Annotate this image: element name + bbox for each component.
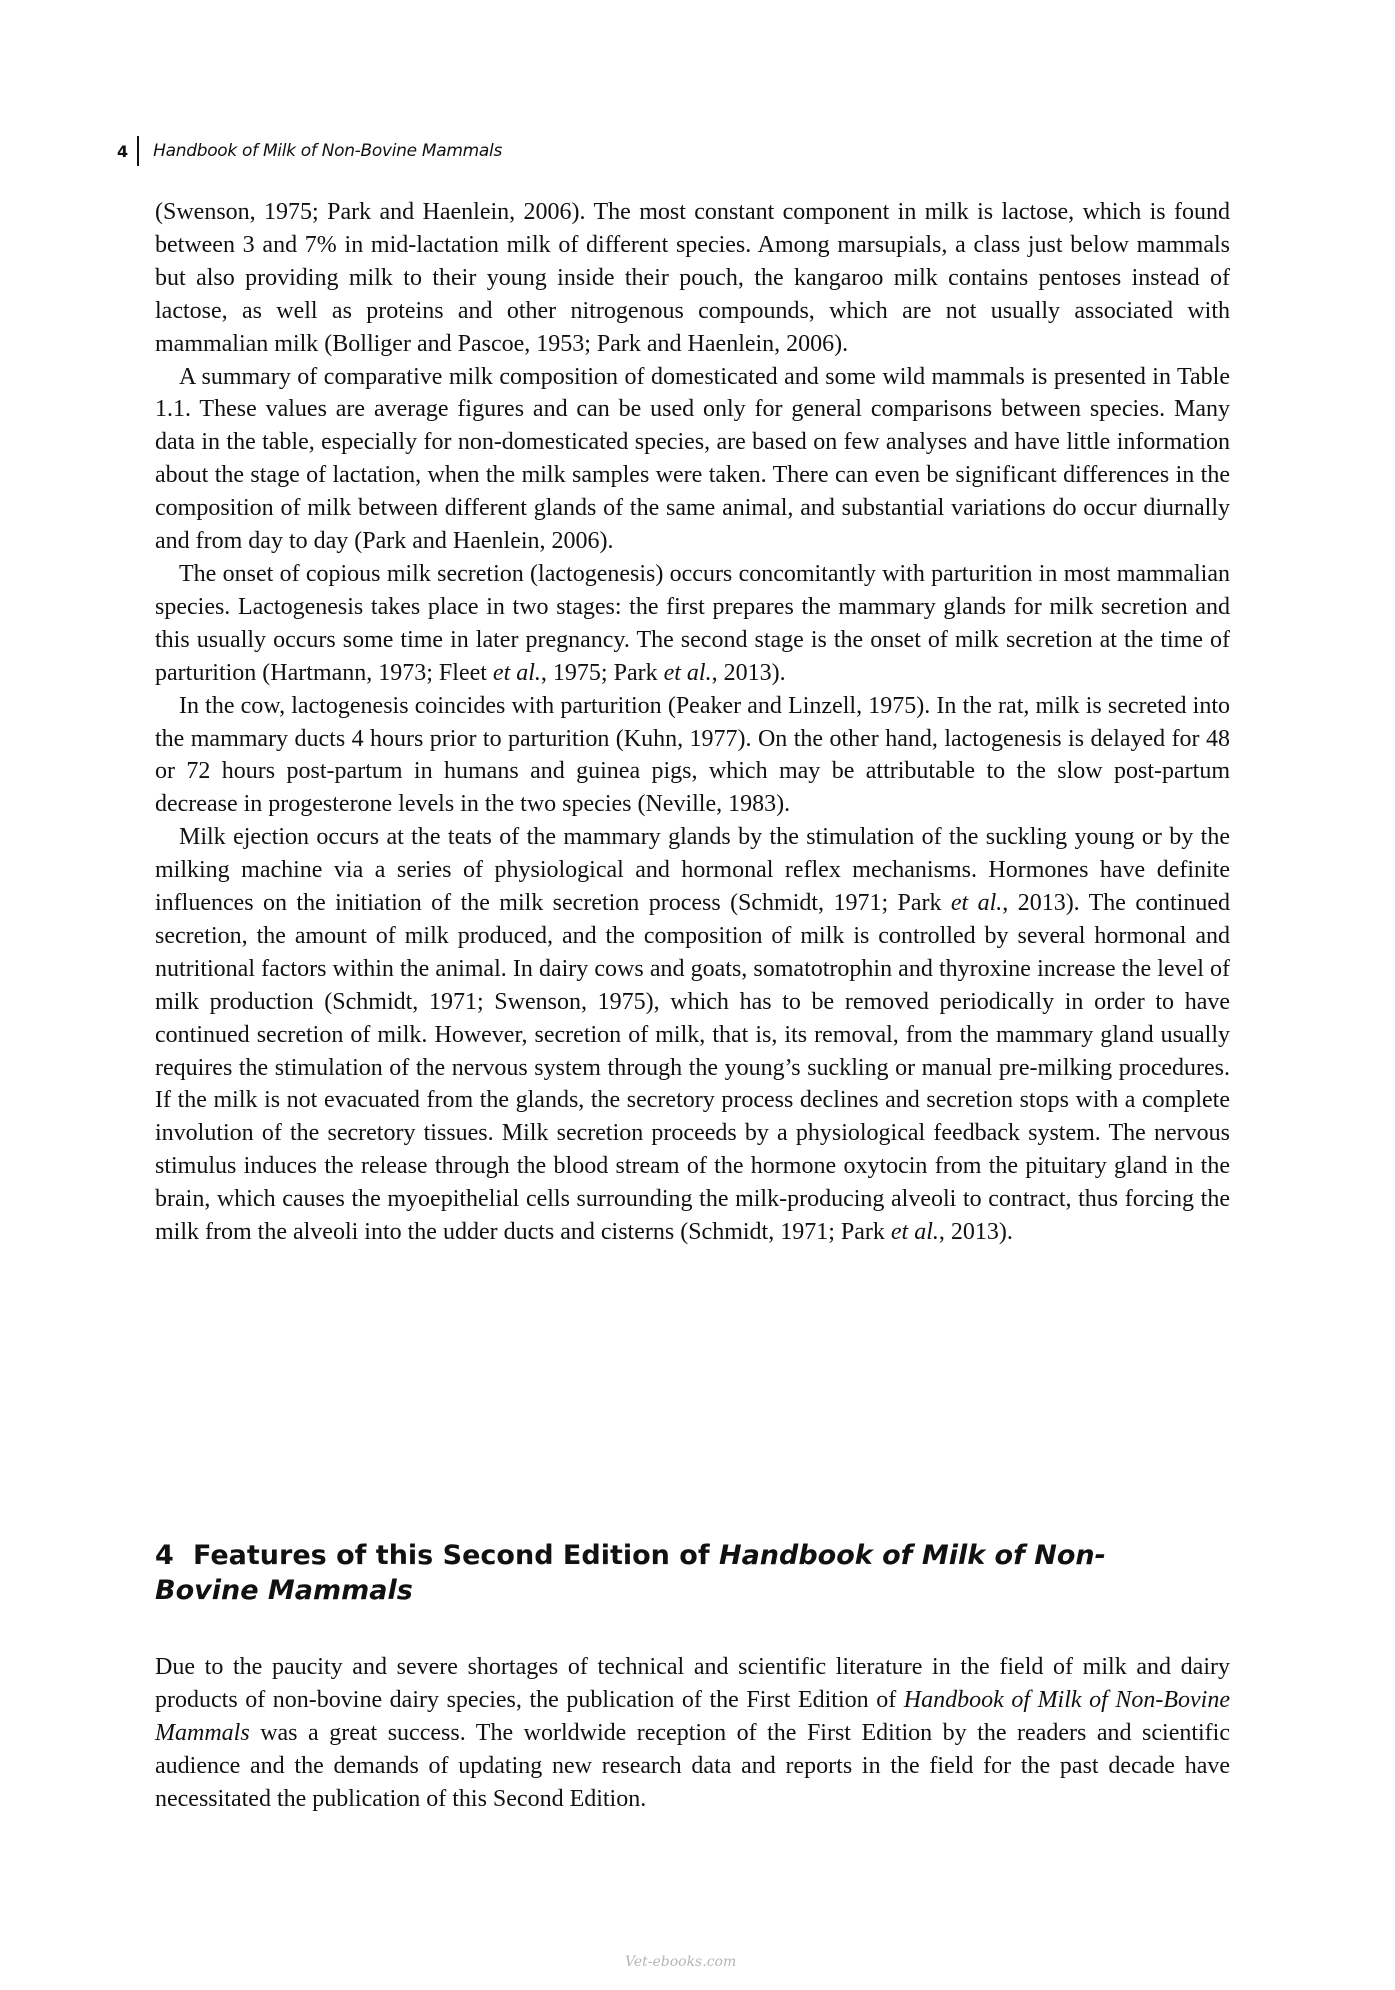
watermark-logo: [625, 1950, 770, 1972]
italic-segment: et al.: [950, 890, 1003, 917]
paragraph-4: [155, 690, 1230, 822]
italic-segment: et al.: [890, 1219, 939, 1246]
text-segment: was a great success. The worldwide reception of the First Edition by the readers and scientific audience and the demands of updating new research data and reports in the field for the past decade have necessitated the publication of this Second Edition.: [155, 1719, 1230, 1812]
body-text: [155, 196, 1230, 1249]
section-title: Features of this Second Edition of: [193, 1540, 719, 1571]
paragraph-1: [155, 196, 1230, 361]
running-head-title: Handbook of Milk of Non-Bovine Mammals: [153, 141, 503, 161]
section-paragraph: [155, 1651, 1230, 1816]
text-segment: , 2013).: [938, 1219, 1013, 1246]
header-divider: [137, 136, 139, 166]
italic-segment: Handbook of Milk of Non-Bovine Mammals: [155, 1686, 1230, 1746]
text-segment: , 2013).: [711, 659, 786, 686]
section-number: 4: [155, 1540, 174, 1571]
section-title-italic: Handbook of Milk of Non-Bovine Mammals: [155, 1540, 1106, 1606]
text-segment: , 2013). The continued secretion, the amount of milk produced, and the composition of milk is controlled by several hormonal and nutritional factors within the animal. In dairy cows and goats, somatotrophin and thyroxine increase the level of milk production (Schmidt, 1971; Swenson, 1975), which has to be removed periodically in order to have continued secretion of milk. However, secretion of milk, that is, its removal, from the mammary gland usually requires the stimulation of the nervous system through the young’s suckling or manual pre-milking procedures. If the milk is not evacuated from the glands, the secretory process declines and secretion stops with a complete involution of the secretory tissues. Milk secretion proceeds by a physiological feedback system. The nervous stimulus induces the release through the blood stream of the hormone oxytocin from the pituitary gland in the brain, which causes the myoepithelial cells surrounding the milk-producing alveoli to contract, thus forcing the milk from the alveoli into the udder ducts and cisterns (Schmidt, 1971; Park: [155, 890, 1230, 1246]
section-heading: [155, 1538, 1155, 1608]
text-segment: (Swenson, 1975; Park and Haenlein, 2006). The most constant component in milk is lactose, which is found between 3 and 7% in mid-lactation milk of different species. Among marsupials, a class just below mammals but also providing milk to their young inside their pouch, the kangaroo milk contains pentoses instead of lactose, as well as proteins and other nitrogenous compounds, which are not usually associated with mammalian milk (Bolliger and Pascoe, 1953; Park and Haenlein, 2006).: [155, 199, 1230, 357]
text-segment: , 1975; Park: [540, 659, 664, 686]
italic-segment: et al.: [492, 659, 541, 686]
paragraph-3: [155, 558, 1230, 690]
text-segment: A summary of comparative milk composition of domesticated and some wild mammals is presented in Table 1.1. These values are average figures and can be used only for general comparisons between species. Many data in the table, especially for non-domesticated species, are based on few analyses and have little information about the stage of lactation, when the milk samples were taken. There can even be significant differences in the composition of milk between different glands of the same animal, and substantial variations do occur diurnally and from day to day (Park and Haenlein, 2006).: [155, 363, 1230, 555]
text-segment: Milk ejection occurs at the teats of the mammary glands by the stimulation of the suckling young or by the milking machine via a series of physiological and hormonal reflex mechanisms. Hormones have definite influences on the initiation of the milk secretion process (Schmidt, 1971; Park: [155, 824, 1230, 917]
svg-text:Vet-ebooks.com: Vet-ebooks.com: [625, 1954, 737, 1970]
text-segment: The onset of copious milk secretion (lactogenesis) occurs concomitantly with parturition in most mammalian species. Lactogenesis takes place in two stages: the first prepares the mammary glands for milk secretion and this usually occurs some time in later pregnancy. The second stage is the onset of milk secretion at the time of parturition (Hartmann, 1973; Fleet: [155, 560, 1230, 686]
paragraph-5: [155, 821, 1230, 1249]
text-segment: Due to the paucity and severe shortages of technical and scientific literature in the field of milk and dairy products of non-bovine dairy species, the publication of the First Edition of: [155, 1654, 1230, 1713]
section-body: [155, 1651, 1230, 1816]
page-number: 4: [117, 141, 129, 161]
text-segment: In the cow, lactogenesis coincides with parturition (Peaker and Linzell, 1975). In the rat, milk is secreted into the mammary ducts 4 hours prior to parturition (Kuhn, 1977). On the other hand, lactogenesis is delayed for 48 or 72 hours post-partum in humans and guinea pigs, which may be attributable to the slow post-partum decrease in progesterone levels in the two species (Neville, 1983).: [155, 692, 1230, 818]
paragraph-2: [155, 361, 1230, 558]
running-head: [117, 136, 502, 166]
italic-segment: et al.: [663, 659, 712, 686]
